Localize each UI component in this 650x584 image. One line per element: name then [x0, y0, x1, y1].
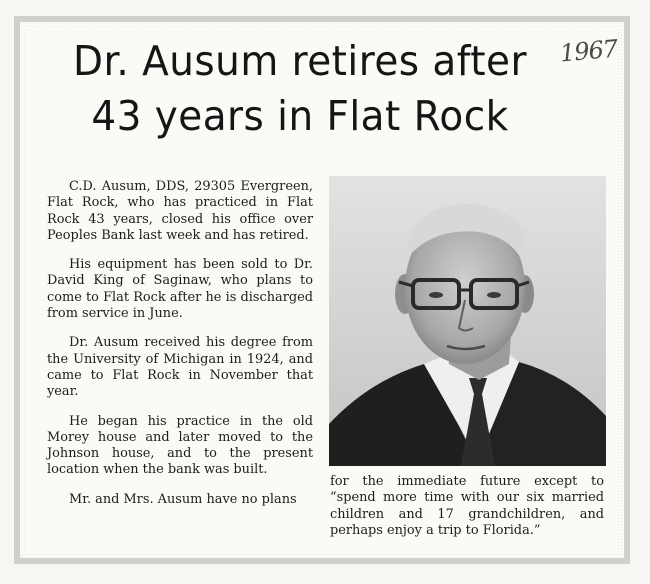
article-paragraph-2: His equipment has been sold to Dr. David King of Saginaw, who plans to come to Flat Rock after he is discharged from service in June.	[47, 257, 313, 322]
portrait-photo	[329, 176, 606, 466]
article-body-column	[47, 179, 313, 508]
portrait-illustration	[329, 176, 606, 466]
article-paragraph-1: C.D. Ausum, DDS, 29305 Evergreen, Flat Rock, who has practiced in Flat Rock 43 years, closed his office over Peoples Bank last week and has retired.	[47, 179, 313, 243]
article-paragraph-4: He began his practice in the old Morey house and later moved to the Johnson house, and to the present location when the bank was built.	[47, 413, 313, 478]
headline-line-2: 43 years in Flat Rock	[91, 92, 509, 140]
article-continuation: for the immediate future except to “spend more time with our six married children and 17 grandchildren, and perhaps enjoy a trip to Florida.”	[330, 474, 604, 538]
headline	[53, 34, 547, 144]
article-paragraph-3: Dr. Ausum received his degree from the University of Michigan in 1924, and came to Flat Rock in November that year.	[47, 335, 313, 400]
headline-line-1: Dr. Ausum retires after	[73, 37, 527, 85]
article-paragraph-5: Mr. and Mrs. Ausum have no plans	[69, 491, 297, 507]
handwritten-year-annotation: 1967	[558, 34, 619, 68]
